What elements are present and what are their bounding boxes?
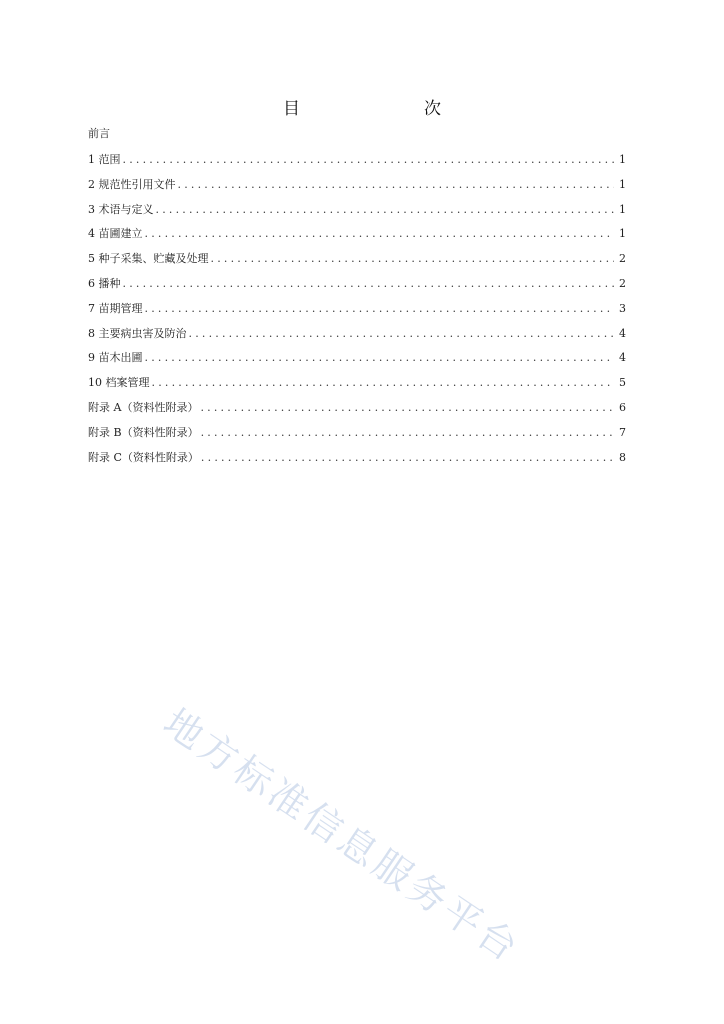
toc-leader-dots — [156, 198, 615, 223]
toc-leader-dots — [145, 297, 615, 322]
toc-entry-terms[interactable] — [88, 198, 626, 223]
toc-leader-dots — [123, 272, 615, 297]
toc-entry-page: 3 — [619, 301, 626, 315]
toc-leader-dots — [189, 322, 615, 347]
toc-leader-dots — [145, 346, 615, 371]
watermark: 地方标准信息服务平台 — [155, 700, 529, 972]
table-of-contents — [88, 124, 626, 470]
toc-entry-page: 1 — [619, 227, 626, 241]
toc-entry-scope[interactable] — [88, 148, 626, 173]
toc-entry-label: 10 档案管理 — [88, 376, 150, 390]
toc-entry-page: 5 — [619, 376, 626, 390]
toc-entry-page: 8 — [619, 450, 626, 464]
toc-entry-label: 9 苗木出圃 — [88, 351, 143, 365]
toc-leader-dots — [211, 247, 615, 272]
toc-entry-label: 附录 A（资料性附录） — [88, 400, 199, 414]
toc-entry-page: 1 — [619, 202, 626, 216]
toc-entry-nursery-establishment[interactable] — [88, 222, 626, 247]
toc-leader-dots — [178, 173, 615, 198]
toc-leader-dots — [201, 446, 614, 471]
toc-entry-label: 附录 B（资料性附录） — [88, 425, 199, 439]
toc-entry-archive-management[interactable] — [88, 371, 626, 396]
toc-entry-label: 2 规范性引用文件 — [88, 177, 176, 191]
toc-entry-label: 8 主要病虫害及防治 — [88, 326, 187, 340]
toc-entry-seedling-management[interactable] — [88, 297, 626, 322]
toc-entry-pest-control[interactable] — [88, 322, 626, 347]
toc-leader-dots — [145, 222, 615, 247]
toc-preface[interactable]: 前言 — [88, 127, 110, 140]
toc-entry-seedling-lifting[interactable] — [88, 346, 626, 371]
toc-entry-page: 1 — [619, 177, 626, 191]
toc-entry-sowing[interactable] — [88, 272, 626, 297]
toc-entry-label: 5 种子采集、贮藏及处理 — [88, 252, 209, 266]
toc-entry-page: 2 — [619, 276, 626, 290]
toc-entry-label: 3 术语与定义 — [88, 202, 154, 216]
toc-leader-dots — [152, 371, 615, 396]
toc-entry-label: 6 播种 — [88, 276, 121, 290]
toc-entry-page: 4 — [619, 351, 626, 365]
toc-entry-appendix-b[interactable] — [88, 421, 626, 446]
toc-entry-appendix-c[interactable] — [88, 446, 626, 471]
toc-entry-label: 7 苗期管理 — [88, 301, 143, 315]
toc-entry-label: 4 苗圃建立 — [88, 227, 143, 241]
toc-entry-seed-collection[interactable] — [88, 247, 626, 272]
toc-entry-label: 附录 C（资料性附录） — [88, 450, 199, 464]
page-title: 目 次 — [283, 99, 471, 119]
toc-leader-dots — [200, 396, 614, 421]
toc-entry-label: 1 范围 — [88, 153, 121, 166]
toc-entry-page: 6 — [619, 400, 626, 414]
toc-leader-dots — [201, 421, 614, 446]
toc-entry-page: 7 — [619, 425, 626, 439]
toc-entry-appendix-a[interactable] — [88, 396, 626, 421]
toc-entry-page: 1 — [619, 153, 626, 166]
toc-entry-page: 4 — [619, 326, 626, 340]
toc-leader-dots — [123, 148, 615, 173]
toc-entry-page: 2 — [619, 252, 626, 266]
toc-entry-normative-references[interactable] — [88, 173, 626, 198]
